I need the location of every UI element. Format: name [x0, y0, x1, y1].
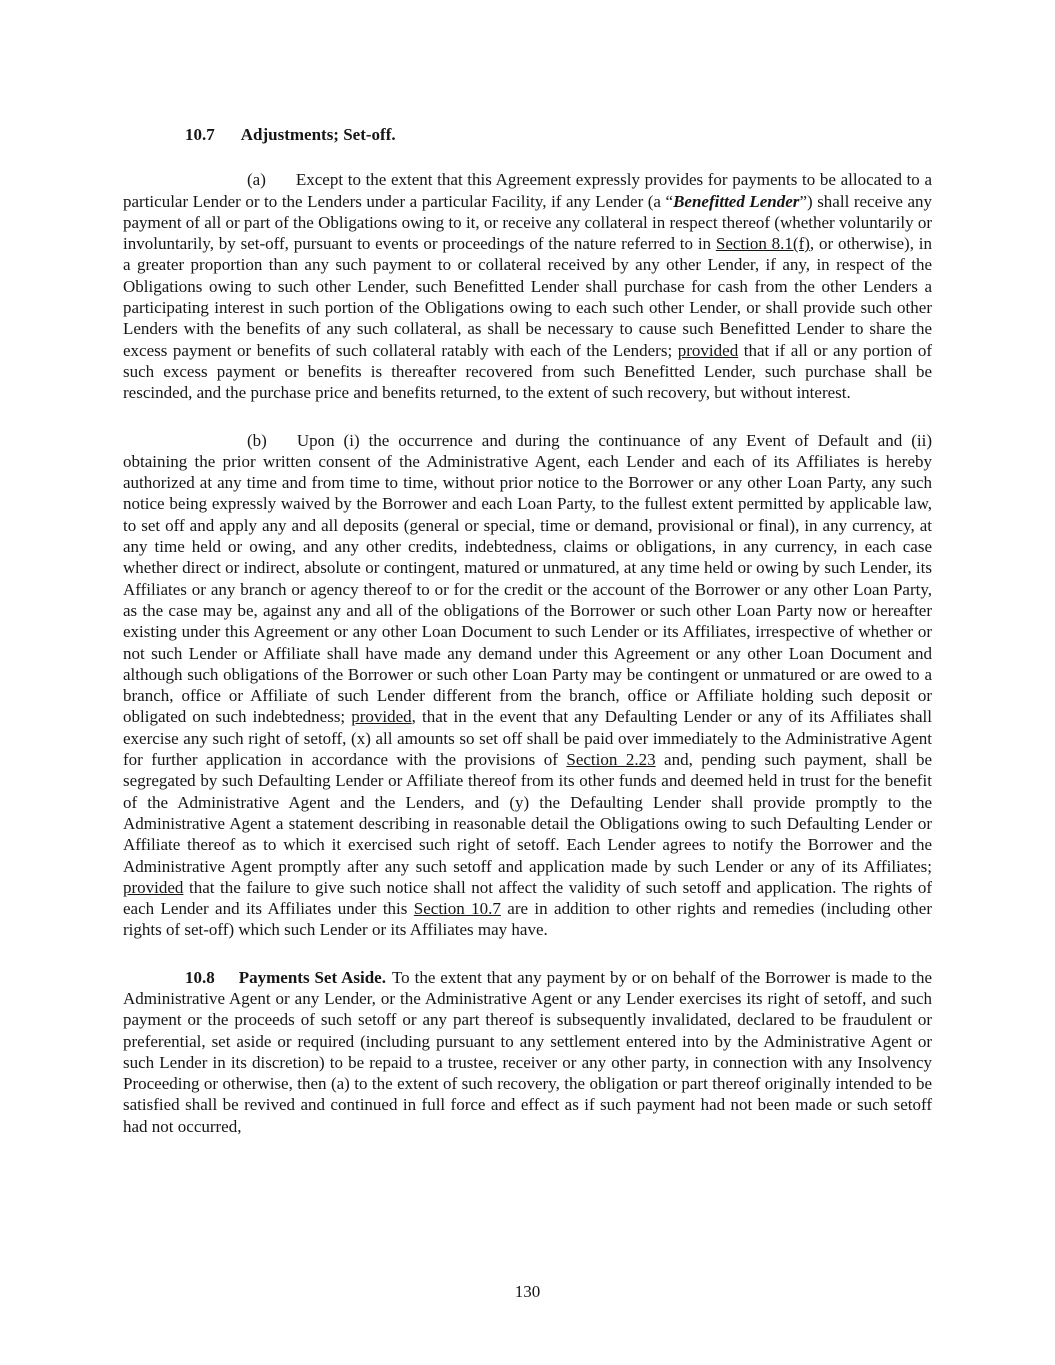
- section-10-7-number: 10.7: [185, 125, 215, 144]
- page-number: 130: [514, 1282, 541, 1301]
- text-segment: , that in the event that any Defaulting Lender or any of its Affiliates shall exercise any such right of setoff, (x) all amounts so set off shall be paid over immediately to the Administrative Agent for further application in accordance with the provisions of: [123, 707, 932, 770]
- section-10-8-title: Payments Set Aside.: [238, 967, 386, 987]
- section-2-23-reference: Section 2.23: [566, 750, 656, 770]
- text-segment: that if all or any portion of such excess payment or benefits is thereafter recovered from such Benefitted Lender, such purchase shall be rescinded, and the purchase price and benefits returned, to the extent of such recovery, but without interest.: [123, 340, 933, 403]
- section-10-7-title: Adjustments; Set-off.: [240, 125, 396, 144]
- text-segment: ”) shall receive any payment of all or part of the Obligations owing to it, or receive any collateral in respect thereof (whether voluntarily or involuntarily, by set-off, pursuant to events or proceedings of the nature referred to in: [123, 191, 932, 254]
- text-segment: Upon (i) the occurrence and during the continuance of any Event of Default and (ii) obtaining the prior written consent of the Administrative Agent, each Lender and each of its Affiliates is hereby authorized at any time and from time to time, without prior notice to the Borrower or any other Loan Party, any such notice being expressly waived by the Borrower and each Loan Party, to the fullest extent permitted by applicable law, to set off and apply any and all deposits (general or special, time or demand, provisional or final), in any currency, at any time held or owing, and any other credits, indebtedness, claims or obligations, in any currency, in each case whether direct or indirect, absolute or contingent, matured or unmatured, at any time held or owing by such Lender, its Affiliates or any branch or agency thereof to or for the credit or the account of the Borrower or any other Loan Party, as the case may be, against any and all of the obligations of the Borrower or such other Loan Party now or hereafter existing under this Agreement or any other Loan Document to such Lender or its Affiliates, irrespective of whether or not such Lender or Affiliate shall have made any demand under this Agreement or any other Loan Document and although such obligations of the Borrower or such other Loan Party may be contingent or unmatured or are owed to a branch, office or Affiliate of such Lender different from the branch, office or Affiliate holding such deposit or obligated on such indebtedness;: [123, 430, 932, 727]
- paragraph-b-marker: (b): [247, 430, 267, 450]
- provided-emphasis: provided: [351, 707, 412, 727]
- text-segment: Except to the extent that this Agreement expressly provides for payments to be allocated to a particular Lender or to the Lenders under a particular Facility, if any Lender (a “: [123, 170, 932, 211]
- section-10-7-heading: [185, 124, 932, 145]
- defined-term-benefitted-lender: Benefitted Lender: [673, 191, 800, 211]
- provided-emphasis: provided: [677, 340, 739, 360]
- text-segment: , or otherwise), in a greater proportion than any such payment to or collateral received by any other Lender, if any, in respect of the Obligations owing to such other Lender, such Benefitted Lender shall purchase for cash from the other Lenders a participating interest in such portion of the Obligations owing to each such other Lender, or shall provide such other Lenders with the benefits of any such collateral, as shall be necessary to cause such Benefitted Lender to share the excess payment or benefits of such collateral ratably with each of the Lenders;: [123, 234, 932, 360]
- paragraph-a: [123, 169, 932, 403]
- section-10-8-paragraph: [123, 967, 932, 1137]
- paragraph-b: [123, 430, 932, 941]
- section-10-8-number: 10.8: [185, 967, 215, 987]
- paragraph-a-marker: (a): [247, 170, 266, 190]
- text-segment: are in addition to other rights and remedies (including other rights of set-off) which such Lender or its Affiliates may have.: [123, 899, 932, 940]
- section-8-1f-reference: Section 8.1(f): [715, 234, 810, 254]
- provided-emphasis: provided: [123, 877, 184, 897]
- text-segment: that the failure to give such notice shall not affect the validity of such setoff and application. The rights of each Lender and its Affiliates under this: [123, 877, 932, 919]
- text-segment: To the extent that any payment by or on behalf of the Borrower is made to the Administrative Agent or any Lender, or the Administrative Agent or any Lender exercises its right of setoff, and such payment or the proceeds of such setoff or any part thereof is subsequently invalidated, declared to be fraudulent or preferential, set aside or required (including pursuant to any settlement entered into by the Administrative Agent or such Lender in its discretion) to be repaid to a trustee, receiver or any other party, in connection with any Insolvency Proceeding or otherwise, then (a) to the extent of such recovery, the obligation or part thereof originally intended to be satisfied shall be revived and continued in full force and effect as if such payment had not been made or such setoff had not occurred,: [123, 967, 932, 1136]
- text-segment: and, pending such payment, shall be segregated by such Defaulting Lender or Affiliate thereof from its other funds and deemed held in trust for the benefit of the Administrative Agent and the Lenders, and (y) the Defaulting Lender shall provide promptly to the Administrative Agent a statement describing in reasonable detail the Obligations owing to such Defaulting Lender or Affiliate thereof as to which it exercised such right of setoff. Each Lender agrees to notify the Borrower and the Administrative Agent promptly after any such setoff and application made by such Lender or any of its Affiliates;: [123, 750, 932, 876]
- section-10-7-reference: Section 10.7: [413, 899, 501, 919]
